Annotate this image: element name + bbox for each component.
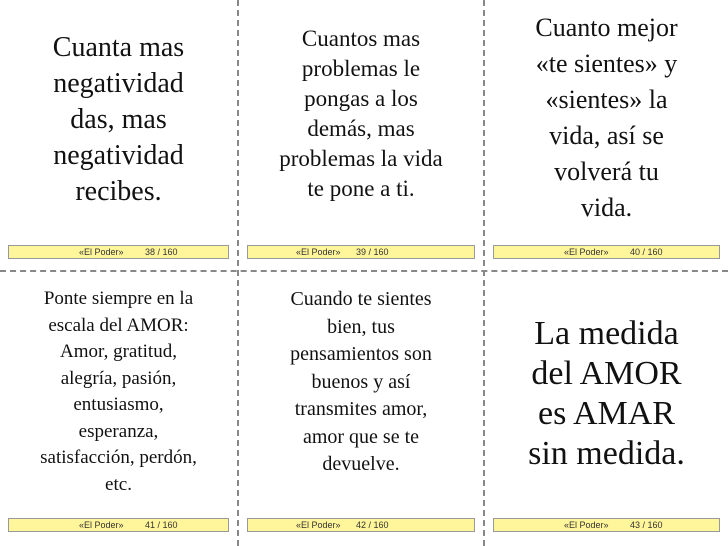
card-quote: Cuando te sientes bien, tus pensamientos son buenos y así transmites amor, amor que se te devuelve. [290,288,432,475]
page-number: 38 / 160 [145,247,178,257]
card-38 [0,0,237,270]
page-number: 42 / 160 [356,520,389,530]
page-number: 41 / 160 [145,520,178,530]
card-footer [8,245,229,259]
page-number: 43 / 160 [630,520,663,530]
card-footer [493,518,720,532]
card-39 [239,0,483,270]
card-quote: Ponte siempre en la escala del AMOR: Amor, gratitud, alegría, pasión, entusiasmo, esperanza, satisfacción, perdón, etc. [40,288,197,495]
card-footer [247,245,475,259]
card-footer [493,245,720,259]
card-40 [485,0,728,270]
book-title: «El Poder» [564,520,609,530]
book-title: «El Poder» [296,520,341,530]
card-quote: Cuanta mas negatividad das, mas negatividad recibes. [52,32,185,207]
page-number: 40 / 160 [630,247,663,257]
book-title: «El Poder» [79,520,124,530]
card-footer [247,518,475,532]
book-title: «El Poder» [296,247,341,257]
card-41 [0,272,237,546]
card-quote: Cuanto mejor «te sientes» y «sientes» la vida, así se volverá tu vida. [535,13,678,222]
page-number: 39 / 160 [356,247,389,257]
book-title: «El Poder» [79,247,124,257]
card-footer [8,518,229,532]
card-43 [485,272,728,546]
card-42 [239,272,483,546]
book-title: «El Poder» [564,247,609,257]
card-quote: La medida del AMOR es AMAR sin medida. [528,315,685,472]
card-quote: Cuantos mas problemas le pongas a los demás, mas problemas la vida te pone a ti. [279,26,443,201]
